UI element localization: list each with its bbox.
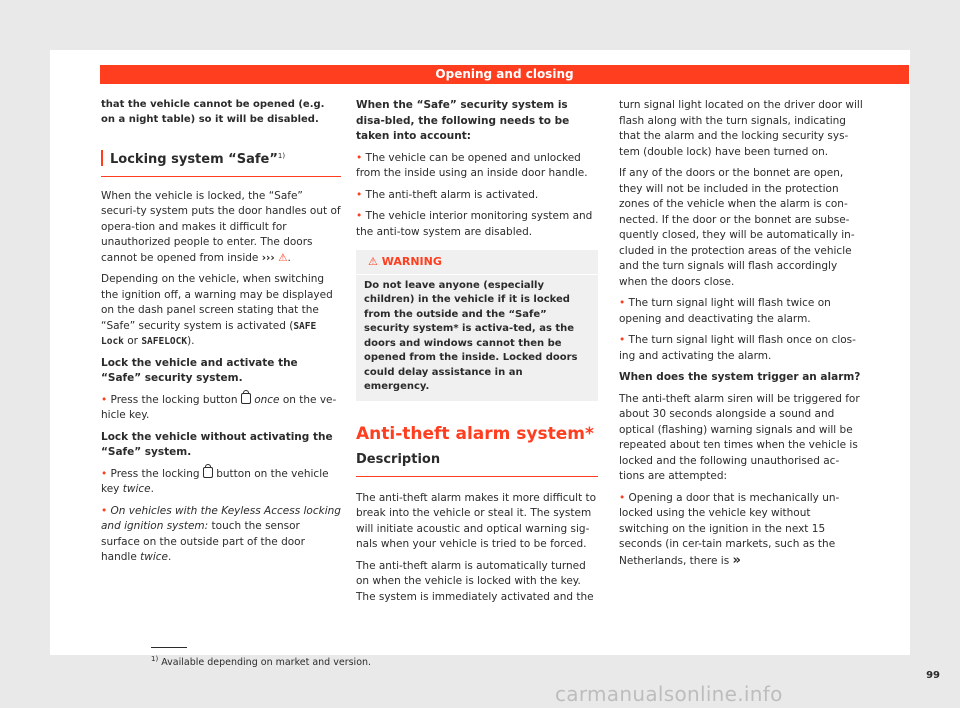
- bullet-text: Press the locking: [110, 467, 200, 480]
- column-3: [619, 98, 863, 575]
- bullet-icon: •: [101, 467, 108, 480]
- bullet-text: Opening a door that is mechanically un-locked using the vehicle key without switching on the ignition in the next 15 seconds (in cer-tain markets, such as the Netherlands, there is: [619, 491, 840, 567]
- paragraph: [101, 189, 341, 267]
- bullet-text: The turn signal light will flash once on clos-ing and activating the alarm.: [619, 334, 856, 362]
- column-2: [356, 98, 598, 611]
- paragraph: [101, 272, 341, 350]
- bullet-item: [101, 504, 341, 566]
- paragraph-text: When the vehicle is locked, the “Safe” securi-ty system puts the door handles out of opera-tion and makes it difficult for unauthorized people to enter. The doors cannot be opened from inside: [101, 189, 341, 264]
- bullet-item: [101, 467, 341, 498]
- instruction-heading: When does the system trigger an alarm?: [619, 371, 861, 383]
- instruction-heading: Lock the vehicle and activate the “Safe” security system.: [101, 356, 298, 385]
- emphasis: once: [254, 393, 280, 406]
- section-title-bar: [101, 150, 103, 166]
- bullet-text: button on the vehicle key: [101, 467, 329, 496]
- punctuation: .: [168, 551, 172, 564]
- bullet-icon: •: [356, 188, 363, 201]
- bullet-text: touch the sensor surface on the outside part of the door handle: [101, 520, 305, 564]
- bullet-item: [619, 491, 863, 570]
- warning-body: Do not leave anyone (especially children) in the vehicle if it is locked from the outside and the “Safe” security system* is activa-ted, as the doors and windows cannot then be opened from the inside. Locked doors could delay assistance in an emergency.: [364, 279, 578, 392]
- bullet-icon: •: [101, 504, 108, 517]
- bullet-text: on the ve-hicle key.: [101, 393, 337, 422]
- display-code: SAFELOCK: [141, 336, 188, 348]
- continue-arrow-icon: »: [732, 552, 741, 568]
- watermark: carmanualsonline.info: [555, 682, 783, 706]
- paragraph: If any of the doors or the bonnet are open, they will not be included in the protection zones of the vehicle when the alarm is con-nected. If the door or the bonnet are subse-quently closed, they will be automatically in-cluded in the protection areas of the vehicle and the turn signals will flash accordingly when the doors close.: [619, 167, 855, 288]
- bullet-icon: •: [356, 210, 363, 222]
- bullet-text: The vehicle can be opened and unlocked from the inside using an inside door handle.: [356, 151, 588, 179]
- intro-text: that the vehicle cannot be opened (e.g. on a night table) so it will be disabled.: [101, 99, 325, 125]
- subsection-title: Description: [356, 452, 598, 477]
- paragraph-text: Depending on the vehicle, when switching the ignition off, a warning may be displayed on the dash panel screen stating that the “Safe” security system is activated (: [101, 273, 333, 332]
- bullet-item: [619, 296, 863, 327]
- section-title-locking-safe: [101, 149, 341, 177]
- bullet-text: The vehicle interior monitoring system and the anti-tow system are disabled.: [356, 210, 593, 238]
- bullet-icon: •: [101, 393, 108, 406]
- column-1: [101, 98, 341, 572]
- footnote: [151, 655, 371, 668]
- chapter-section-title: Anti-theft alarm system*: [356, 423, 594, 444]
- bullet-icon: •: [619, 297, 626, 309]
- instruction-heading: When the “Safe” security system is disa-bled, the following needs to be taken into account:: [356, 99, 570, 142]
- bullet-text: Press the locking button: [110, 393, 238, 406]
- cross-reference: ›››: [261, 251, 275, 264]
- punctuation: .: [287, 251, 291, 264]
- footnote-text: Available depending on market and version.: [161, 657, 372, 669]
- punctuation: ).: [187, 335, 195, 348]
- footnote-marker: 1): [151, 655, 159, 663]
- warning-triangle-icon: ⚠: [368, 255, 378, 268]
- footnote-divider: [151, 647, 187, 648]
- bullet-item: [356, 151, 598, 182]
- section-title-text: Locking system “Safe”: [110, 152, 278, 168]
- bullet-icon: •: [356, 151, 363, 164]
- paragraph: turn signal light located on the driver door will flash along with the turn signals, indicating that the alarm and the locking security sys-tem (double lock) have been turned on.: [619, 99, 863, 158]
- bullet-item: [101, 393, 341, 424]
- warning-triangle-icon: ⚠: [278, 251, 288, 264]
- display-code: SAFE Lock: [101, 320, 317, 348]
- page-number: 99: [926, 670, 940, 681]
- paragraph-text: or: [123, 335, 142, 348]
- bullet-text: The turn signal light will flash twice on opening and deactivating the alarm.: [619, 297, 831, 325]
- footnote-ref: 1): [277, 152, 286, 160]
- paragraph: The anti-theft alarm makes it more difficult to break into the vehicle or steal it. The system will initiate acoustic and optical warning sig-nals when your vehicle is tried to be forced.: [356, 491, 597, 550]
- manual-page: [50, 50, 940, 681]
- bullet-item: [356, 209, 598, 240]
- paragraph: The anti-theft alarm is automatically turned on when the vehicle is locked with the key. The system is immediately activated and the: [356, 559, 594, 603]
- lock-icon: [241, 393, 251, 404]
- bullet-icon: •: [619, 334, 626, 346]
- bullet-item: [619, 333, 863, 364]
- warning-title: WARNING: [381, 255, 442, 268]
- bullet-text: The anti-theft alarm is activated.: [365, 188, 539, 201]
- punctuation: .: [150, 483, 154, 496]
- paragraph: The anti-theft alarm siren will be triggered for about 30 seconds alongside a sound and optical (flashing) warning signals and will be repeated about ten times when the vehicle is locked and the following unauthorised ac-tions are attempted:: [619, 392, 860, 482]
- emphasis: twice: [140, 551, 168, 564]
- emphasis: twice: [122, 483, 151, 496]
- lock-icon: [203, 467, 213, 478]
- bullet-icon: •: [619, 491, 626, 504]
- bullet-item: [356, 188, 598, 204]
- emphasis: On vehicles with the Keyless Access locking and ignition system:: [101, 504, 341, 533]
- warning-header: [356, 250, 598, 275]
- instruction-heading: Lock the vehicle without activating the “Safe” system.: [101, 430, 333, 459]
- chapter-header: Opening and closing: [100, 65, 909, 84]
- warning-box: [356, 250, 598, 401]
